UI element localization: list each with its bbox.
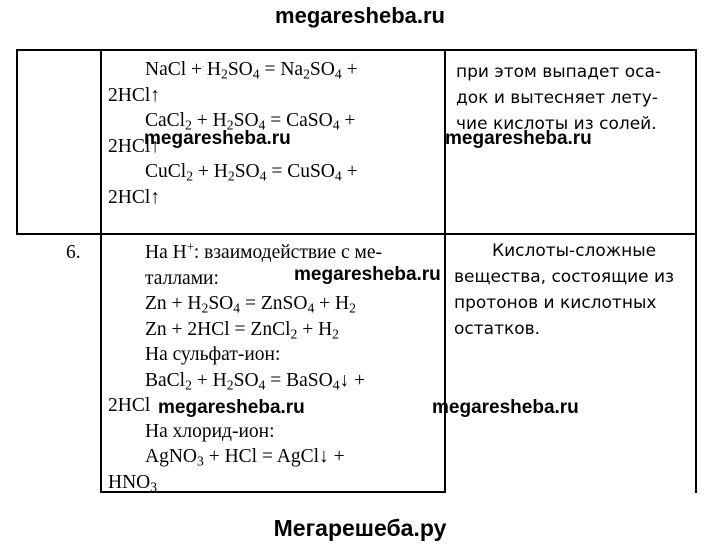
watermark: megaresheba.ru [158, 397, 305, 418]
equation-line: 2HCl↑ [108, 135, 161, 157]
equation-line: NaCl + $H_2SO_4 = Na_2SO_4$ + [145, 59, 358, 82]
row-number: 6. [66, 242, 81, 263]
equation-line: BaCl$_2$ + $H_2SO_4$ = BaSO$_4$↓ + [145, 369, 366, 392]
equation-line: CaCl$_2$ + $H_2SO_4$ = CaSO$_4$ + [145, 110, 356, 133]
column-divider-2 [444, 49, 446, 493]
text-line: вещества, состоящие из [454, 267, 675, 287]
table-right-border [695, 49, 697, 493]
equation-line: AgNO$_3$ + HCl = AgCl↓ + [145, 446, 345, 469]
table-top-border [16, 49, 697, 51]
text-line: чие кислоты из солей. [456, 114, 657, 134]
row-divider [16, 233, 697, 235]
equation-line: CuCl$_2$ + $H_2SO_4$ = CuSO$_4$ + [145, 161, 358, 184]
sulfate-label: На сульфат-ион: [145, 344, 281, 365]
equation-line: 2HCl↑ [108, 84, 161, 106]
text-line: таллами: [145, 267, 219, 289]
row2-definition [454, 238, 674, 342]
table-left-border [16, 49, 18, 235]
watermark: megaresheba.ru [432, 397, 579, 418]
text-line: На H+: взаимодействие с ме- [145, 239, 383, 263]
row1-explanation [456, 59, 661, 137]
text-line: протонов и кислотных [454, 293, 657, 313]
text-line: Кислоты-сложные [492, 241, 657, 261]
equation-line: Zn + 2HCl = ZnCl$_2$ + $H_2$ [145, 318, 339, 341]
equation-line: $Zn + H_2SO_4$ = ZnSO$_4$ + $H_2$ [145, 293, 356, 316]
equation-line: 2HCl [108, 395, 151, 416]
text-line: при этом выпадет оса- [456, 62, 662, 82]
equation-line: 2HCl↑ [108, 186, 161, 208]
text-line: остатков. [454, 319, 541, 339]
text-line: док и вытесняет лету- [456, 88, 658, 108]
equation-line: $HNO_3$ [108, 471, 158, 494]
site-header: megaresheba.ru [275, 3, 445, 28]
column-divider-1 [100, 49, 102, 493]
chloride-label: На хлорид-ион: [145, 420, 275, 442]
watermark: megaresheba.ru [445, 128, 592, 149]
site-footer: Мегарешеба.ру [273, 515, 447, 541]
watermark: megaresheba.ru [294, 264, 441, 285]
watermark: megaresheba.ru [144, 128, 291, 149]
